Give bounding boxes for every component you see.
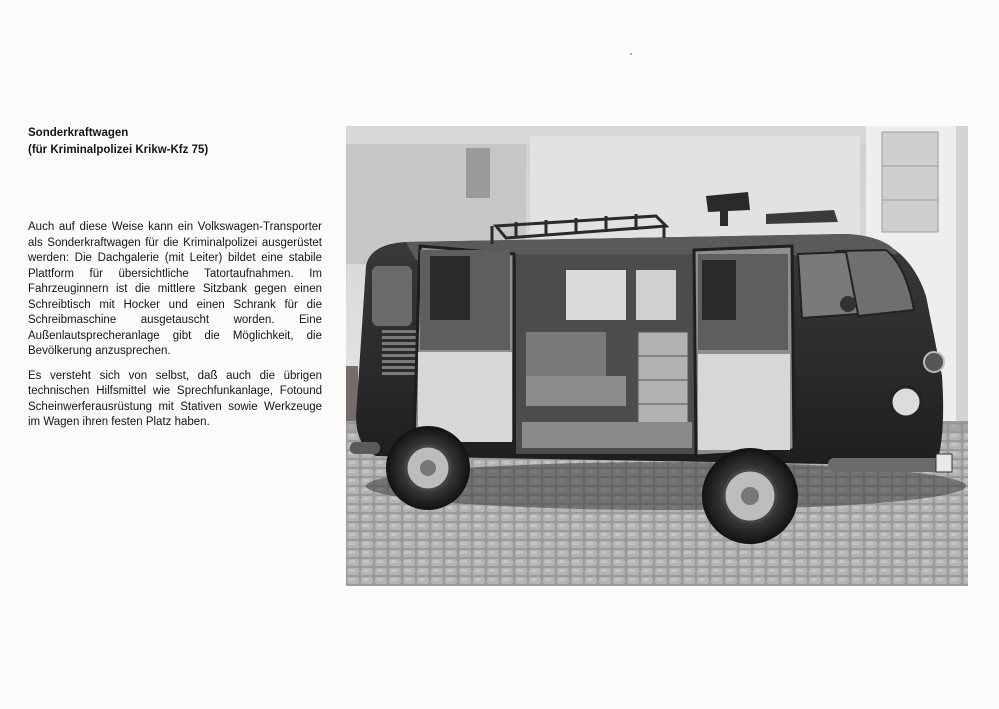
heading-title: Sonderkraftwagen xyxy=(28,127,129,139)
paragraph-description: Auch auf diese Weise kann ein Volkswagen-Transporter als Sonderkraftwagen für die Kriminalpolizei ausgerüstet werden: Die Dachgalerie (mit Leiter) bildet eine stabile Plattform für übersichtliche Tatortaufnahmen. Im Fahrzeuginnern ist die mittlere Sitzbank gegen einen Schreibtisch mit Hocker und einen Schrank für die Schreibmaschine ausgetauscht worden. Eine Außenlautsprecheranlage gibt die Möglichkeit, die Bevölkerung anzusprechen. xyxy=(28,221,322,357)
paper-speck xyxy=(630,53,632,55)
vw-transporter-photo xyxy=(346,126,968,586)
paragraph-equipment: Es versteht sich von selbst, daß auch die übrigen technischen Hilfsmittel wie Sprechfunkanlage, Fotound Scheinwerferausrüstung mit Stativen sowie Werkzeuge im Wagen ihren festen Platz haben. xyxy=(28,369,322,428)
heading-subtitle: (für Kriminalpolizei Krikw-Kfz 75) xyxy=(28,144,209,156)
body-text xyxy=(28,220,322,440)
section-heading xyxy=(28,125,328,159)
